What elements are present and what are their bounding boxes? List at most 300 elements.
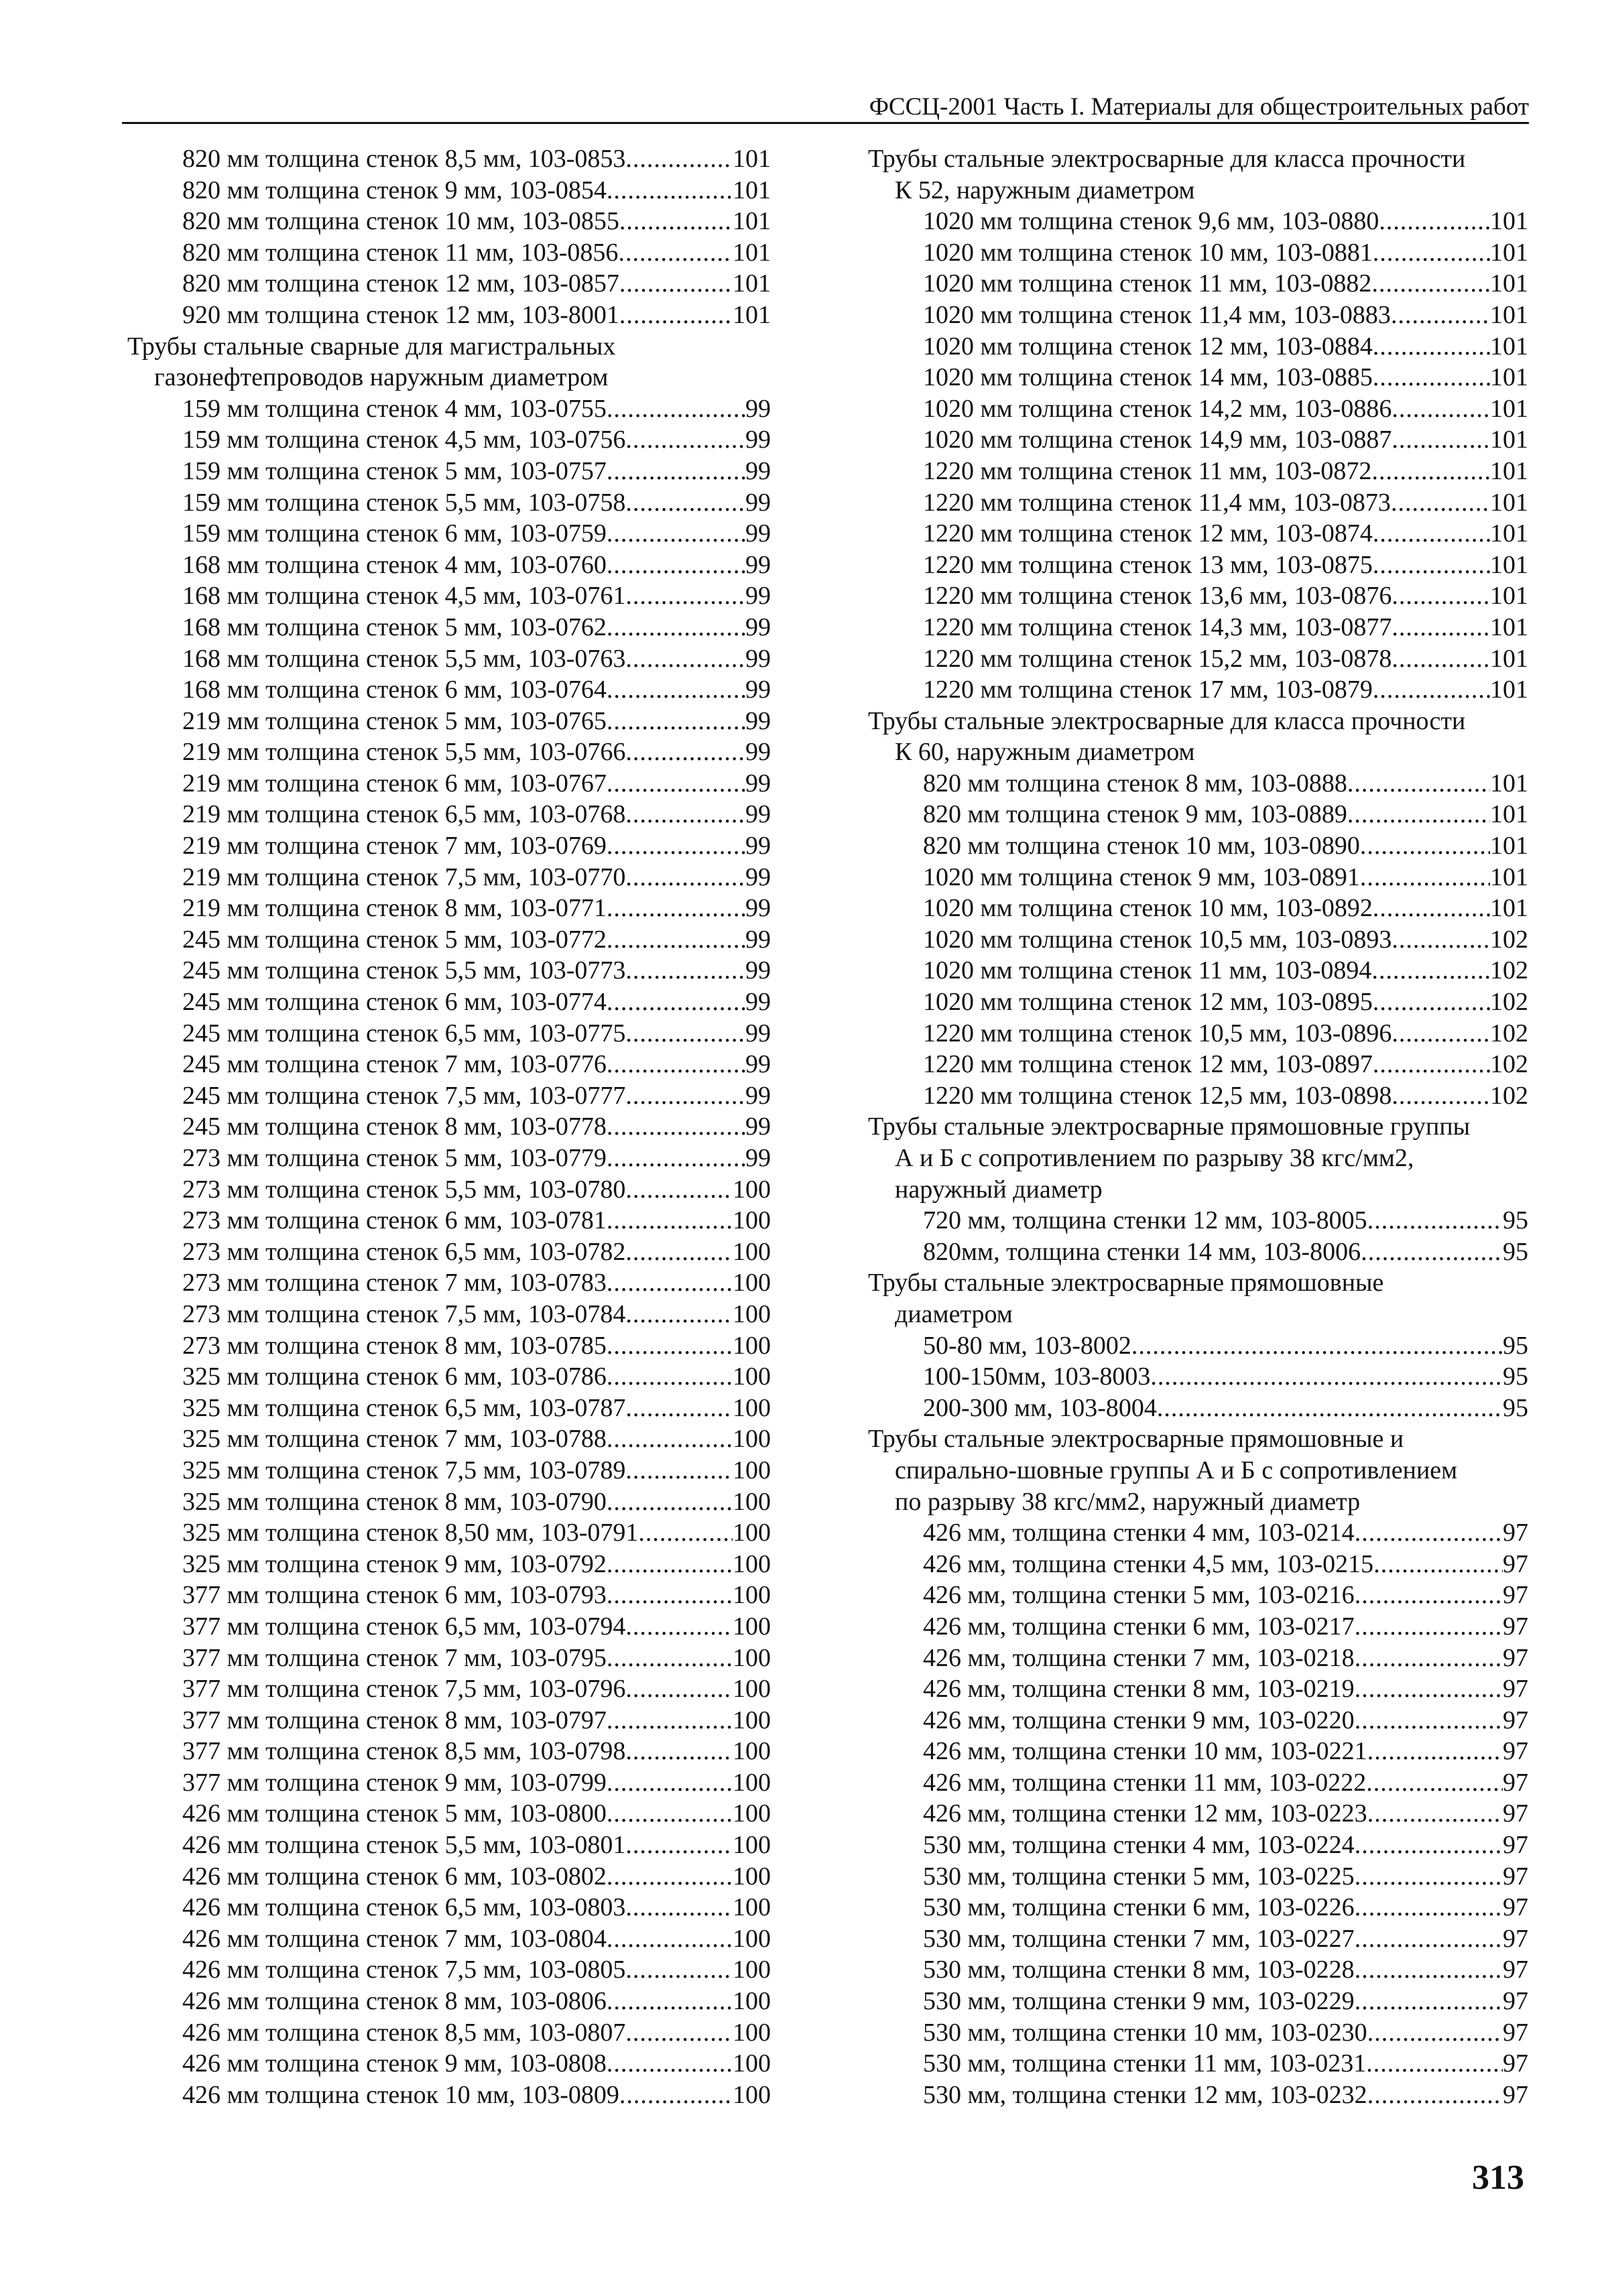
entry-text: 1020 мм толщина стенок 10,5 мм, 103-0893 [923,925,1392,954]
index-entry [127,1923,771,1955]
dot-leader [607,706,745,737]
entry-page-ref: 97 [1503,1987,1528,2016]
entry-page-ref: 100 [733,1612,771,1641]
entry-page-ref: 101 [733,300,771,329]
entry-page-ref: 100 [733,1269,771,1297]
index-entry [868,331,1528,363]
dot-leader [1373,331,1490,363]
entry-text: 426 мм, толщина стенки 7 мм, 103-0218 [923,1643,1355,1672]
dot-leader [1391,580,1490,612]
dot-leader [619,2080,733,2111]
dot-leader [625,1018,745,1049]
entry-page-ref: 100 [733,1799,771,1828]
dot-leader [607,1486,733,1518]
entry-page-ref: 100 [733,2049,771,2078]
entry-text: 1020 мм толщина стенок 11 мм, 103-0882 [923,269,1372,298]
dot-leader [1367,1736,1503,1767]
entry-page-ref: 100 [733,1519,771,1547]
dot-leader [638,1517,733,1549]
entry-text: 426 мм, толщина стенки 10 мм, 103-0221 [923,1737,1367,1766]
entry-page-ref: 95 [1503,1362,1528,1391]
dot-leader [1373,1549,1503,1580]
index-entry [127,674,771,706]
entry-page-ref: 101 [1490,582,1528,611]
dot-leader [1367,1798,1503,1830]
index-entry [868,1705,1528,1736]
entry-text: 426 мм толщина стенок 6,5 мм, 103-0803 [182,1893,626,1922]
index-entry [127,2017,771,2049]
index-heading-continuation: К 52, наружным диаметром [895,176,1195,204]
dot-leader [1371,268,1490,300]
entry-text: 426 мм, толщина стенки 9 мм, 103-0220 [923,1706,1355,1734]
entry-page-ref: 97 [1503,1924,1528,1953]
entry-page-ref: 102 [1490,956,1528,985]
index-entry [127,1143,771,1174]
entry-text: 1220 мм толщина стенок 12 мм, 103-0874 [923,519,1373,548]
entry-text: 426 мм толщина стенок 9 мм, 103-0808 [182,2049,607,2078]
index-entry [868,237,1528,269]
entry-text: 426 мм толщина стенок 5 мм, 103-0800 [182,1799,607,1828]
dot-leader [607,1580,733,1611]
entry-text: 273 мм толщина стенок 6,5 мм, 103-0782 [182,1237,626,1266]
dot-leader [1355,1954,1503,1986]
entry-page-ref: 100 [733,1299,771,1328]
entry-text: 219 мм толщина стенок 6,5 мм, 103-0768 [182,800,626,829]
entry-text: 1020 мм толщина стенок 14 мм, 103-0885 [923,363,1373,392]
entry-text: 377 мм толщина стенок 8 мм, 103-0797 [182,1706,607,1734]
dot-leader [607,550,745,581]
index-entry [868,1549,1528,1580]
index-entry [868,1517,1528,1549]
entry-page-ref: 99 [745,769,771,798]
index-entry [127,268,771,300]
dot-leader [625,580,745,612]
dot-leader [1366,2048,1503,2080]
index-entry [127,1986,771,2017]
entry-page-ref: 100 [733,2018,771,2047]
entry-text: 159 мм толщина стенок 5,5 мм, 103-0758 [182,488,626,517]
index-entry [127,1393,771,1424]
dot-leader [1347,768,1490,800]
entry-text: 325 мм толщина стенок 6 мм, 103-0786 [182,1362,607,1391]
index-entry [127,1330,771,1362]
entry-text: 530 мм, толщина стенки 12 мм, 103-0232 [923,2080,1367,2109]
entry-page-ref: 100 [733,1862,771,1891]
index-entry [868,768,1528,800]
entry-text: 426 мм толщина стенок 7,5 мм, 103-0805 [182,1956,626,1984]
index-entry [127,2048,771,2080]
dot-leader [1355,1986,1503,2017]
entry-text: 426 мм толщина стенок 6 мм, 103-0802 [182,1862,607,1891]
index-entry [127,487,771,519]
index-entry [868,206,1528,237]
index-entry [868,924,1528,956]
entry-text: 1220 мм толщина стенок 17 мм, 103-0879 [923,676,1373,704]
entry-text: 1020 мм толщина стенок 12 мм, 103-0895 [923,988,1373,1017]
entry-page-ref: 101 [1490,894,1528,923]
index-entry [868,300,1528,331]
entry-text: 1020 мм толщина стенок 9,6 мм, 103-0880 [923,207,1379,236]
index-entry [868,1236,1528,1268]
entry-page-ref: 99 [745,925,771,954]
index-entry [127,518,771,550]
entry-text: 159 мм толщина стенок 4,5 мм, 103-0756 [182,426,626,454]
entry-text: 820мм, толщина стенки 14 мм, 103-8006 [923,1237,1361,1266]
entry-page-ref: 97 [1503,1519,1528,1547]
entry-page-ref: 101 [1490,613,1528,641]
entry-page-ref: 100 [733,1393,771,1422]
entry-page-ref: 100 [733,1487,771,1516]
entry-page-ref: 100 [733,1706,771,1734]
dot-leader [1373,1049,1490,1080]
index-entry [868,1361,1528,1393]
dot-leader [607,674,745,706]
entry-text: 273 мм толщина стенок 6 мм, 103-0781 [182,1206,607,1235]
index-entry [127,1267,771,1299]
entry-text: 377 мм толщина стенок 6 мм, 103-0793 [182,1581,607,1610]
dot-leader [1373,518,1490,550]
index-entry [868,518,1528,550]
dot-leader [607,1205,733,1236]
index-entry [127,1049,771,1080]
entry-text: 426 мм, толщина стенки 4,5 мм, 103-0215 [923,1549,1374,1578]
entry-text: 325 мм толщина стенок 8 мм, 103-0790 [182,1487,607,1516]
index-entry [127,1205,771,1236]
entry-page-ref: 99 [745,550,771,579]
entry-page-ref: 97 [1503,2049,1528,2078]
entry-page-ref: 101 [1490,644,1528,673]
entry-page-ref: 97 [1503,1581,1528,1610]
index-entry [127,986,771,1018]
entry-text: 530 мм, толщина стенки 8 мм, 103-0228 [923,1956,1355,1984]
index-entry [127,393,771,425]
entry-page-ref: 100 [733,1206,771,1235]
entry-text: 1020 мм толщина стенок 12 мм, 103-0884 [923,332,1373,361]
index-entry [127,862,771,893]
dot-leader [1131,1330,1503,1362]
dot-leader [625,1236,733,1268]
entry-page-ref: 99 [745,488,771,517]
index-entry [127,1767,771,1799]
entry-page-ref: 99 [745,644,771,673]
entry-text: 377 мм толщина стенок 7 мм, 103-0795 [182,1643,607,1672]
entry-page-ref: 101 [1490,800,1528,829]
index-entry [127,1423,771,1455]
index-entry [127,424,771,456]
index-entry [868,643,1528,675]
entry-text: 920 мм толщина стенок 12 мм, 103-8001 [182,300,619,329]
entry-text: 530 мм, толщина стенки 11 мм, 103-0231 [923,2049,1367,2078]
dot-leader [1150,1361,1503,1393]
entry-page-ref: 101 [1490,863,1528,891]
dot-leader [607,1643,733,1674]
entry-text: 1020 мм толщина стенок 14,9 мм, 103-0887 [923,426,1392,454]
entry-text: 245 мм толщина стенок 7 мм, 103-0776 [182,1050,607,1079]
dot-leader [1373,893,1490,924]
dot-leader [625,799,745,830]
dot-leader [625,737,745,768]
index-entry [127,1080,771,1112]
index-entry [868,2080,1528,2111]
index-entry [868,456,1528,487]
index-entry [127,1174,771,1206]
index-entry [127,1830,771,1861]
index-entry [868,674,1528,706]
index-entry [127,1018,771,1049]
dot-leader [1355,1923,1503,1955]
entry-text: 1220 мм толщина стенок 11,4 мм, 103-0873 [923,488,1391,517]
entry-text: 168 мм толщина стенок 4,5 мм, 103-0761 [182,582,626,611]
entry-text: 820 мм толщина стенок 8,5 мм, 103-0853 [182,145,626,173]
entry-page-ref: 99 [745,1050,771,1079]
dot-leader [1355,1643,1503,1674]
dot-leader [625,1736,733,1767]
index-entry [127,612,771,643]
dot-leader [625,862,745,893]
dot-leader [607,1861,733,1893]
dot-leader [625,1080,745,1112]
entry-text: 426 мм толщина стенок 10 мм, 103-0809 [182,2080,619,2109]
index-entry [127,1705,771,1736]
entry-page-ref: 100 [733,1987,771,2016]
dot-leader [1391,300,1490,331]
entry-page-ref: 99 [745,706,771,735]
entry-text: 820 мм толщина стенок 11 мм, 103-0856 [182,238,619,267]
dot-leader [607,1549,733,1580]
index-entry [127,580,771,612]
entry-text: 426 мм, толщина стенки 11 мм, 103-0222 [923,1768,1367,1797]
index-heading-continuation: К 60, наружным диаметром [895,738,1195,767]
entry-page-ref: 97 [1503,1799,1528,1828]
dot-leader [625,2017,733,2049]
dot-leader [607,1111,745,1143]
entry-text: 50-80 мм, 103-8002 [923,1331,1131,1360]
dot-leader [625,487,745,519]
index-entry [127,1236,771,1268]
entry-text: 325 мм толщина стенок 9 мм, 103-0792 [182,1549,607,1578]
index-entry [127,1798,771,1830]
entry-page-ref: 100 [733,1581,771,1610]
dot-leader [607,1798,733,1830]
entry-page-ref: 102 [1490,925,1528,954]
index-entry [127,175,771,206]
index-entry [868,1611,1528,1643]
index-entry [127,1861,771,1893]
index-entry [868,1798,1528,1830]
dot-leader [1373,237,1490,269]
index-entry [868,362,1528,393]
entry-text: 426 мм, толщина стенки 4 мм, 103-0214 [923,1519,1355,1547]
dot-leader [619,206,733,237]
entry-text: 426 мм, толщина стенки 12 мм, 103-0223 [923,1799,1367,1828]
dot-leader [1391,924,1490,956]
dot-leader [1391,643,1490,675]
entry-text: 426 мм, толщина стенки 8 мм, 103-0219 [923,1675,1355,1704]
index-entry [127,1954,771,1986]
dot-leader [607,2048,733,2080]
entry-page-ref: 102 [1490,1019,1528,1047]
index-entry [127,1299,771,1330]
entry-page-ref: 99 [745,988,771,1017]
entry-text: 245 мм толщина стенок 6,5 мм, 103-0775 [182,1019,626,1047]
entry-page-ref: 101 [1490,426,1528,454]
index-entry [127,1643,771,1674]
entry-page-ref: 95 [1503,1206,1528,1235]
entry-text: 325 мм толщина стенок 7,5 мм, 103-0789 [182,1456,626,1484]
index-entry [127,893,771,924]
entry-text: 1220 мм толщина стенок 11 мм, 103-0872 [923,456,1372,485]
entry-text: 273 мм толщина стенок 5,5 мм, 103-0780 [182,1175,626,1204]
dot-leader [1360,830,1490,862]
entry-page-ref: 101 [1490,332,1528,361]
dot-leader [1355,1892,1503,1923]
entry-text: 219 мм толщина стенок 8 мм, 103-0771 [182,894,607,923]
dot-leader [625,1954,733,1986]
entry-page-ref: 100 [733,1924,771,1953]
entry-page-ref: 101 [1490,456,1528,485]
dot-leader [607,518,745,550]
index-entry [868,986,1528,1018]
entry-text: 219 мм толщина стенок 7 мм, 103-0769 [182,832,607,860]
entry-page-ref: 97 [1503,1612,1528,1641]
index-entry [127,1580,771,1611]
index-entry [868,1330,1528,1362]
entry-page-ref: 100 [733,1831,771,1860]
entry-page-ref: 100 [733,1175,771,1204]
index-entry [868,1830,1528,1861]
index-entry [127,830,771,862]
index-entry [127,1892,771,1923]
index-column-left [127,143,771,2110]
dot-leader [607,1267,733,1299]
entry-text: 426 мм толщина стенок 8 мм, 103-0806 [182,1987,607,2016]
entry-text: 1220 мм толщина стенок 12,5 мм, 103-0898 [923,1081,1392,1110]
entry-page-ref: 100 [733,1675,771,1704]
dot-leader [607,612,745,643]
dot-leader [625,1393,733,1424]
entry-text: 1020 мм толщина стенок 10 мм, 103-0892 [923,894,1373,923]
entry-text: 377 мм толщина стенок 6,5 мм, 103-0794 [182,1612,626,1641]
index-heading-continuation: спирально-шовные группы А и Б с сопротивлением [895,1456,1458,1484]
entry-page-ref: 100 [733,1237,771,1266]
entry-text: 530 мм, толщина стенки 10 мм, 103-0230 [923,2018,1367,2047]
entry-text: 530 мм, толщина стенки 6 мм, 103-0226 [923,1893,1355,1922]
index-entry [868,1643,1528,1674]
index-entry [868,1080,1528,1112]
dot-leader [607,1049,745,1080]
entry-text: 1220 мм толщина стенок 14,3 мм, 103-0877 [923,613,1392,641]
entry-page-ref: 101 [733,207,771,236]
index-heading: Трубы стальные сварные для магистральных [127,332,616,361]
index-entry [868,1393,1528,1424]
entry-text: 219 мм толщина стенок 6 мм, 103-0767 [182,769,607,798]
entry-page-ref: 101 [1490,394,1528,423]
entry-page-ref: 97 [1503,2080,1528,2109]
entry-page-ref: 97 [1503,1893,1528,1922]
entry-page-ref: 102 [1490,1050,1528,1079]
index-entry [127,2080,771,2111]
index-column-right [868,143,1528,2110]
entry-text: 159 мм толщина стенок 6 мм, 103-0759 [182,519,607,548]
dot-leader [1373,674,1490,706]
dot-leader [1373,550,1490,581]
entry-page-ref: 100 [733,1893,771,1922]
entry-page-ref: 100 [733,1737,771,1766]
entry-text: 159 мм толщина стенок 4 мм, 103-0755 [182,394,607,423]
entry-text: 273 мм толщина стенок 7,5 мм, 103-0784 [182,1299,626,1328]
dot-leader [1391,487,1490,519]
dot-leader [1360,862,1490,893]
index-heading: Трубы стальные электросварные для класса прочности [868,706,1466,735]
dot-leader [618,237,733,269]
index-entry [868,424,1528,456]
entry-page-ref: 101 [1490,769,1528,798]
entry-text: 245 мм толщина стенок 6 мм, 103-0774 [182,988,607,1017]
index-entry [868,1018,1528,1049]
entry-text: 530 мм, толщина стенки 4 мм, 103-0224 [923,1831,1355,1860]
dot-leader [1391,1018,1490,1049]
entry-page-ref: 101 [733,238,771,267]
entry-text: 245 мм толщина стенок 8 мм, 103-0778 [182,1112,607,1141]
entry-page-ref: 99 [745,1144,771,1172]
entry-page-ref: 100 [733,1425,771,1454]
dot-leader [619,300,733,331]
dot-leader [625,143,733,175]
index-heading-continuation: А и Б с сопротивлением по разрыву 38 кгс/мм2, [895,1144,1414,1172]
entry-page-ref: 99 [745,1019,771,1047]
entry-text: 1220 мм толщина стенок 13,6 мм, 103-0876 [923,582,1392,611]
entry-text: 325 мм толщина стенок 8,50 мм, 103-0791 [182,1519,639,1547]
entry-text: 200-300 мм, 103-8004 [923,1393,1157,1422]
entry-text: 820 мм толщина стенок 10 мм, 103-0855 [182,207,619,236]
entry-text: 377 мм толщина стенок 9 мм, 103-0799 [182,1768,607,1797]
dot-leader [607,1143,745,1174]
entry-text: 820 мм толщина стенок 10 мм, 103-0890 [923,832,1360,860]
index-entry [127,456,771,487]
entry-page-ref: 101 [733,269,771,298]
entry-page-ref: 95 [1503,1237,1528,1266]
dot-leader [1391,612,1490,643]
dot-leader [625,424,745,456]
index-entry [127,1611,771,1643]
entry-text: 1020 мм толщина стенок 11,4 мм, 103-0883 [923,300,1391,329]
entry-page-ref: 99 [745,956,771,985]
entry-text: 1220 мм толщина стенок 15,2 мм, 103-0878 [923,644,1392,673]
index-entry [127,143,771,175]
entry-text: 820 мм толщина стенок 8 мм, 103-0888 [923,769,1347,798]
index-entry [127,706,771,737]
entry-text: 1020 мм толщина стенок 10 мм, 103-0881 [923,238,1373,267]
dot-leader [1371,955,1490,986]
entry-text: 219 мм толщина стенок 7,5 мм, 103-0770 [182,863,626,891]
dot-leader [1367,1205,1503,1236]
entry-page-ref: 101 [1490,488,1528,517]
index-entry [127,1549,771,1580]
dot-leader [1355,1673,1503,1705]
index-entry [127,206,771,237]
index-entry [127,550,771,581]
entry-text: 273 мм толщина стенок 8 мм, 103-0785 [182,1331,607,1360]
entry-page-ref: 101 [1490,238,1528,267]
entry-page-ref: 99 [745,800,771,829]
dot-leader [607,1330,733,1362]
running-header: ФССЦ-2001 Часть I. Материалы для общестроительных работ [869,93,1529,121]
dot-leader [1379,206,1490,237]
index-entry [127,737,771,768]
entry-page-ref: 97 [1503,1862,1528,1891]
entry-page-ref: 97 [1503,1675,1528,1704]
index-heading-continuation: диаметром [895,1299,1013,1328]
